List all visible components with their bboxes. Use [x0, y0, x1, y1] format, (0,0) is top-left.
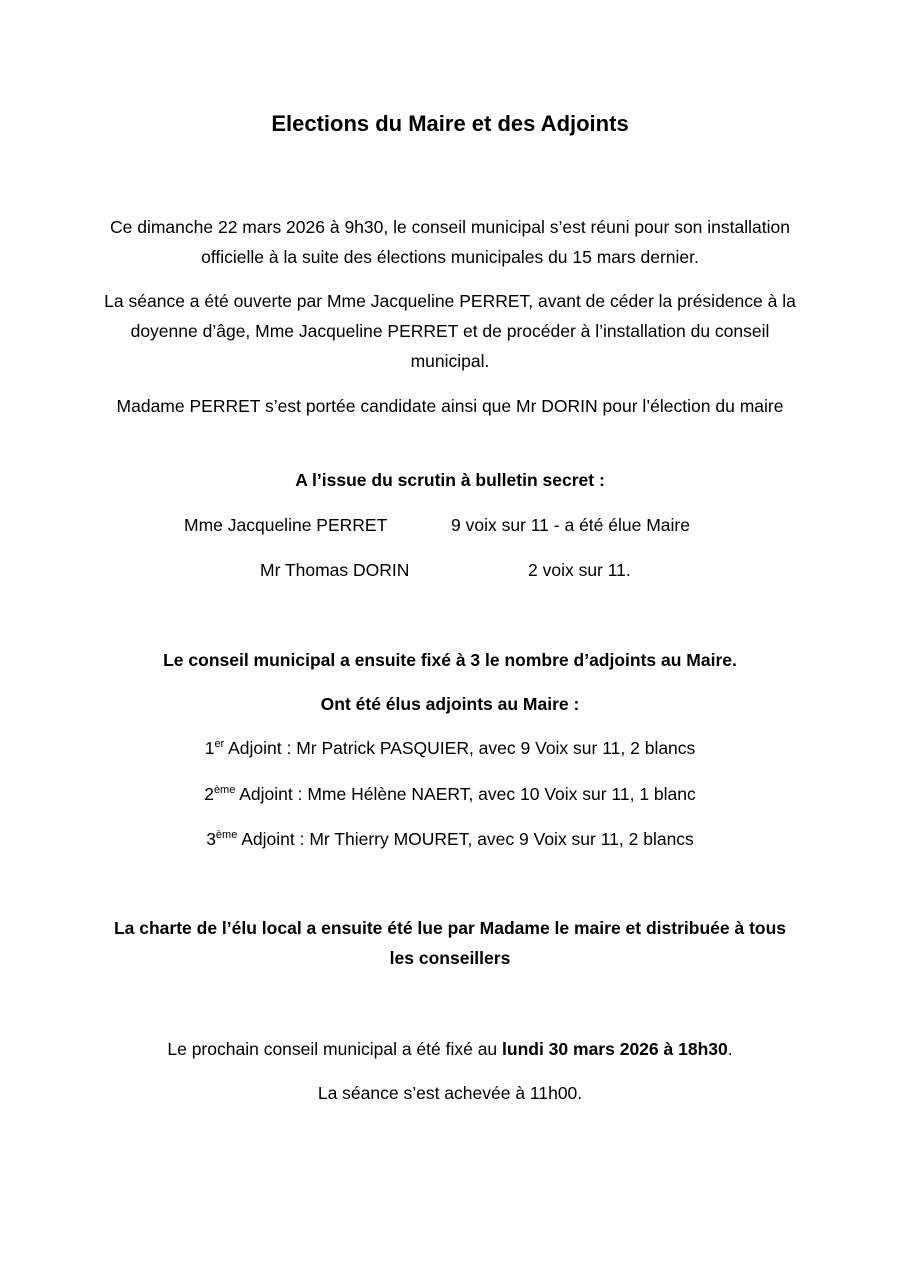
ballot-heading: A l’issue du scrutin à bulletin secret : — [295, 470, 605, 490]
adjoints-count-paragraph: Le conseil municipal a ensuite fixé à 3 le nombre d’adjoints au Maire. — [163, 650, 737, 670]
adjoint-rank: 1 — [204, 738, 215, 758]
opening-paragraph: La séance a été ouverte par Mme Jacqueline PERRET, avant de céder la présidence à la doyenne d’âge, Mme Jacqueline PERRET et de procéder à l’installation du conseil municipal. — [104, 291, 796, 371]
adjoint-rank: 2 — [204, 784, 214, 804]
next-council-paragraph — [100, 1034, 800, 1064]
next-council-date: lundi 30 mars 2026 à 18h30 — [502, 1039, 728, 1059]
adjoint-rank: 3 — [206, 829, 216, 849]
result-row — [0, 510, 900, 540]
result-candidate-name: Mme Jacqueline PERRET — [184, 515, 388, 535]
adjoint-text: Adjoint : Mr Thierry MOURET, avec 9 Voix sur 11, 2 blancs — [237, 829, 694, 849]
adjoint-line — [100, 824, 800, 854]
adjoint-line — [100, 779, 800, 809]
adjoint-text: Adjoint : Mr Patrick PASQUIER, avec 9 Voix sur 11, 2 blancs — [224, 738, 696, 758]
result-candidate-name: Mr Thomas DORIN — [260, 560, 410, 580]
adjoint-rank-suffix: ème — [213, 784, 236, 796]
closing-paragraph: La séance s’est achevée à 11h00. — [317, 1083, 583, 1103]
result-votes: 9 voix sur 11 - a été élue Maire — [451, 515, 690, 535]
adjoint-text: Adjoint : Mme Hélène NAERT, avec 10 Voix sur 11, 1 blanc — [235, 784, 696, 804]
intro-paragraph: Ce dimanche 22 mars 2026 à 9h30, le conseil municipal s’est réuni pour son installation officielle à la suite des élections municipales du 15 mars dernier. — [110, 217, 790, 267]
result-row — [0, 555, 900, 585]
adjoint-line — [100, 733, 800, 763]
adjoint-rank-suffix: er — [214, 738, 225, 750]
result-votes: 2 voix sur 11. — [528, 560, 631, 580]
next-council-suffix: . — [727, 1039, 733, 1059]
adjoints-heading: Ont été élus adjoints au Maire : — [320, 694, 580, 714]
candidates-paragraph: Madame PERRET s’est portée candidate ainsi que Mr DORIN pour l’élection du maire — [116, 396, 784, 416]
next-council-prefix: Le prochain conseil municipal a été fixé au — [167, 1039, 503, 1059]
charter-paragraph: La charte de l’élu local a ensuite été lue par Madame le maire et distribuée à tous les conseillers — [113, 918, 787, 968]
page-title: Elections du Maire et des Adjoints — [271, 111, 629, 136]
adjoint-rank-suffix: ème — [215, 829, 238, 841]
